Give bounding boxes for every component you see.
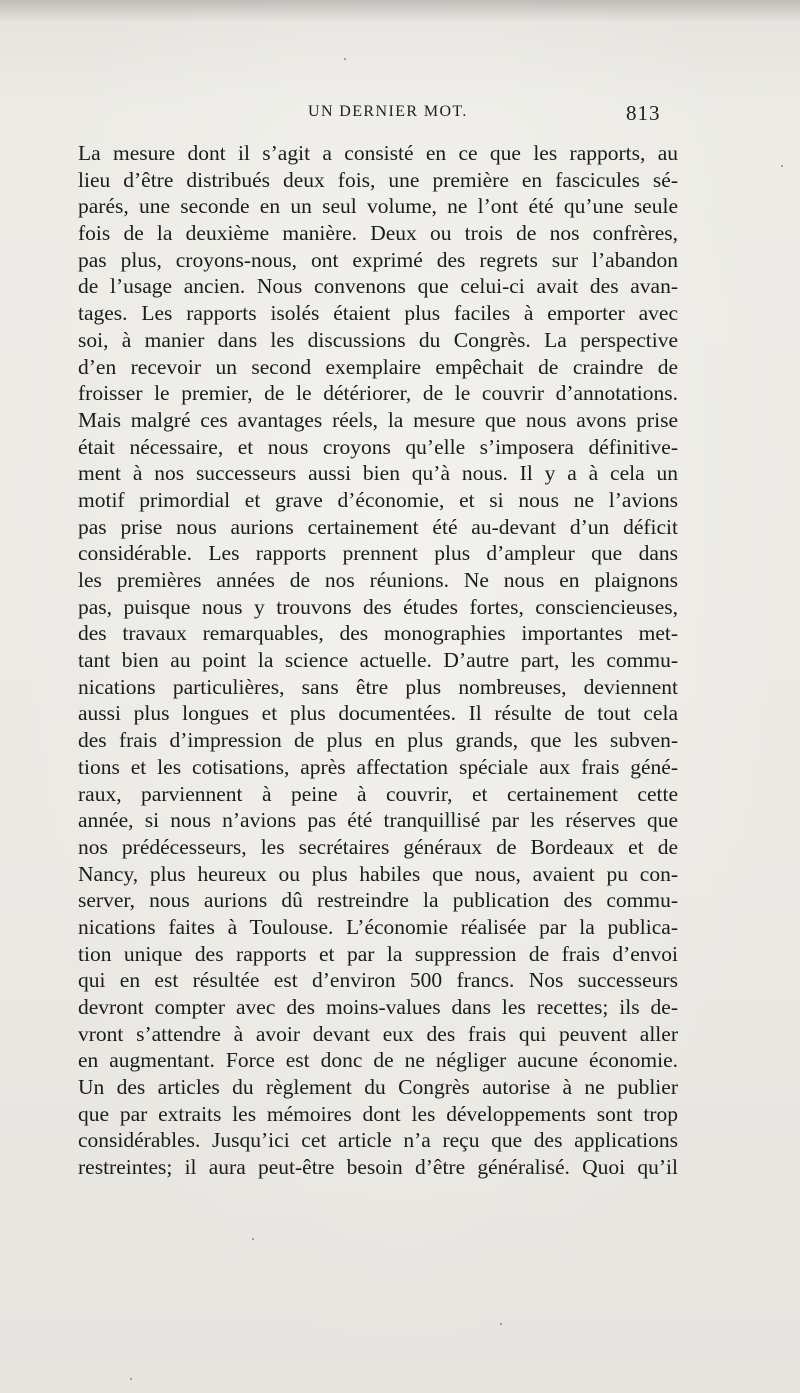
paper-speck xyxy=(781,165,783,167)
text-line: devront compter avec des moins-values dans les recettes; ils de- xyxy=(78,995,678,1019)
paper-speck xyxy=(130,1378,132,1380)
text-line: pas, puisque nous y trouvons des études fortes, consciencieuses, xyxy=(78,594,678,619)
page-number: 813 xyxy=(626,101,661,125)
paper-speck xyxy=(344,58,346,60)
text-line: nications particulières, sans être plus nombreuses, deviennent xyxy=(78,674,678,699)
text-line: les premières années de nos réunions. Ne nous en plaignons xyxy=(78,568,678,592)
text-line: vront s’attendre à avoir devant eux des frais qui peuvent aller xyxy=(78,1021,678,1046)
text-line: de l’usage ancien. Nous convenons que celui-ci avait des avan- xyxy=(78,274,678,299)
paper-speck xyxy=(500,1323,502,1325)
text-line: Un des articles du règlement du Congrès autorise à ne publier xyxy=(78,1075,678,1100)
text-line: nications faites à Toulouse. L’économie réalisée par la publica- xyxy=(78,914,678,939)
text-line: des frais d’impression de plus en plus grands, que les subven- xyxy=(78,728,678,753)
scan-edge-shadow xyxy=(0,0,800,22)
paper-speck xyxy=(252,1238,254,1240)
text-line: qui en est résultée est d’environ 500 francs. Nos successeurs xyxy=(78,968,678,993)
text-line: aussi plus longues et plus documentées. Il résulte de tout cela xyxy=(78,701,678,726)
text-line: server, nous aurions dû restreindre la publication des commu- xyxy=(78,888,678,913)
text-line: soi, à manier dans les discussions du Congrès. La perspective xyxy=(78,327,678,352)
text-line: La mesure dont il s’agit a consisté en ce que les rapports, au xyxy=(78,141,678,165)
page-header xyxy=(0,103,800,129)
text-line: pas prise nous aurions certainement été au-devant d’un déficit xyxy=(78,514,678,539)
text-line: nos prédécesseurs, les secrétaires généraux de Bordeaux et de xyxy=(78,834,678,859)
text-line: était nécessaire, et nous croyons qu’elle s’imposera définitive- xyxy=(78,434,678,459)
text-line: tions et les cotisations, après affectation spéciale aux frais géné- xyxy=(78,754,678,779)
text-line: pas plus, croyons-nous, ont exprimé des regrets sur l’abandon xyxy=(78,247,678,272)
text-line: considérable. Les rapports prennent plus d’ampleur que dans xyxy=(78,541,678,566)
text-line: restreintes; il aura peut-être besoin d’être généralisé. Quoi qu’il xyxy=(78,1155,678,1180)
text-line: en augmentant. Force est donc de ne négliger aucune économie. xyxy=(78,1048,678,1073)
text-line: tion unique des rapports et par la suppression de frais d’envoi xyxy=(78,941,678,966)
text-line: des travaux remarquables, des monographies importantes met- xyxy=(78,621,678,646)
text-line: d’en recevoir un second exemplaire empêchait de craindre de xyxy=(78,354,678,379)
text-line: considérables. Jusqu’ici cet article n’a reçu que des applications xyxy=(78,1128,678,1153)
text-line: tages. Les rapports isolés étaient plus faciles à emporter avec xyxy=(78,301,678,326)
text-line: froisser le premier, de le détériorer, de le couvrir d’annotations. xyxy=(78,381,678,406)
running-title: UN DERNIER MOT. xyxy=(308,103,468,120)
text-line: ment à nos successeurs aussi bien qu’à nous. Il y a à cela un xyxy=(78,461,678,486)
text-line: tant bien au point la science actuelle. D’autre part, les commu- xyxy=(78,648,678,673)
text-line: fois de la deuxième manière. Deux ou trois de nos confrères, xyxy=(78,221,678,246)
text-line: que par extraits les mémoires dont les développements sont trop xyxy=(78,1101,678,1126)
text-line: Nancy, plus heureux ou plus habiles que nous, avaient pu con- xyxy=(78,861,678,886)
text-line: année, si nous n’avions pas été tranquillisé par les réserves que xyxy=(78,808,678,833)
body-paragraph xyxy=(78,140,678,1181)
text-line: lieu d’être distribués deux fois, une première en fascicules sé- xyxy=(78,167,678,192)
text-line: parés, une seconde en un seul volume, ne l’ont été qu’une seule xyxy=(78,194,678,219)
text-line: raux, parviennent à peine à couvrir, et certainement cette xyxy=(78,781,678,806)
text-line: Mais malgré ces avantages réels, la mesure que nous avons prise xyxy=(78,407,678,432)
text-line: motif primordial et grave d’économie, et si nous ne l’avions xyxy=(78,487,678,512)
